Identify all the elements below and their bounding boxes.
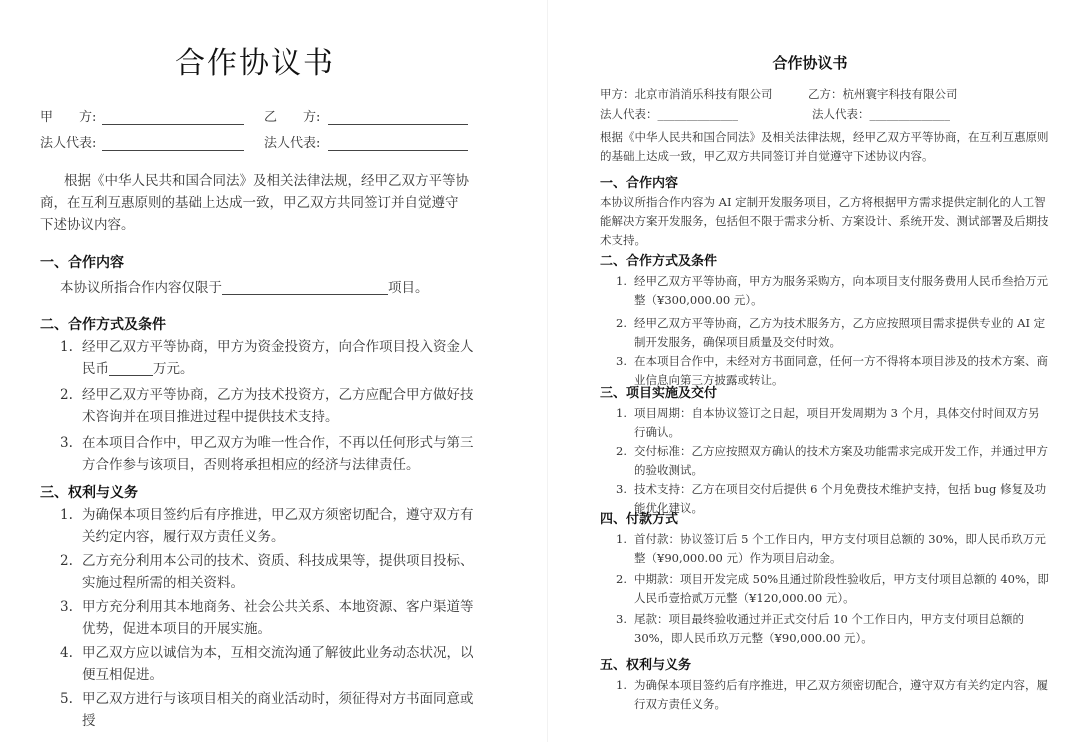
right-document-page <box>560 0 1080 742</box>
item-number: 1. <box>60 339 73 355</box>
section-1-prefix: 本协议所指合作内容仅限于 <box>60 280 222 296</box>
rep-b-row <box>264 132 468 151</box>
item-text: 乙方充分利用本公司的技术、资质、科技成果等，提供项目投标、实施过程所需的相关资料。 <box>82 553 474 591</box>
list-item <box>60 336 480 380</box>
item-number: 2. <box>616 444 627 458</box>
list-item <box>616 610 1050 648</box>
rep-b: 法人代表：______________ <box>812 107 950 121</box>
item-number: 1. <box>616 274 627 288</box>
item-number: 4. <box>60 645 73 661</box>
section-3-list <box>60 504 480 732</box>
list-item <box>60 432 480 476</box>
party-a-row <box>40 106 244 125</box>
document-title: 合作协议书 <box>175 46 335 81</box>
item-number: 3. <box>616 612 627 626</box>
section-4-heading: 四、付款方式 <box>600 512 679 527</box>
item-text: 交付标准：乙方应按照双方确认的技术方案及功能需求完成开发工作，并通过甲方的验收测试。 <box>634 444 1048 477</box>
item-text: 项目周期：自本协议签订之日起，项目开发周期为 3 个月，具体交付时间双方另行确认。 <box>634 406 1040 439</box>
item-number: 3. <box>616 482 627 496</box>
list-item <box>60 688 480 732</box>
rep-a-blank[interactable] <box>102 136 244 151</box>
item-text: 尾款：项目最终验收通过并正式交付后 10 个工作日内，甲方支付项目总额的 30%，即人民币玖万元整（¥90,000.00 元）。 <box>634 612 1024 645</box>
section-3-heading: 三、项目实施及交付 <box>600 386 718 401</box>
item-number: 1. <box>616 678 627 692</box>
list-item <box>616 442 1050 480</box>
section-1-text: 本协议所指合作内容为 AI 定制开发服务项目，乙方将根据甲方需求提供定制化的人工智能解决方案开发服务，包括但不限于需求分析、方案设计、系统开发、测试部署及后期技术支持。 <box>600 195 1049 247</box>
rep-a: 法人代表：______________ <box>600 107 738 121</box>
section-2-heading: 二、合作方式及条件 <box>40 317 166 333</box>
item-text: 中期款：项目开发完成 50%且通过阶段性验收后，甲方支付项目总额的 40%，即人民币壹拾贰万元整（¥120,000.00 元）。 <box>634 572 1049 605</box>
item-number: 3. <box>60 435 73 451</box>
party-a-blank[interactable] <box>102 110 244 125</box>
item-text: 在本项目合作中，未经对方书面同意，任何一方不得将本项目涉及的技术方案、商业信息向第三方披露或转让。 <box>634 354 1048 387</box>
list-item <box>616 314 1050 352</box>
list-item <box>616 570 1050 608</box>
item-number: 1. <box>616 532 627 546</box>
party-b-blank[interactable] <box>328 110 468 125</box>
item-number: 2. <box>616 316 627 330</box>
section-2-heading: 二、合作方式及条件 <box>600 254 718 269</box>
item-number: 1. <box>60 507 73 523</box>
section-4-list <box>616 530 1050 648</box>
item-text-suffix: 万元。 <box>153 361 194 377</box>
rep-a-row <box>40 132 244 151</box>
item-text: 为确保本项目签约后有序推进，甲乙双方须密切配合，遵守双方有关约定内容，履行双方责任义务。 <box>634 678 1048 711</box>
intro-paragraph: 根据《中华人民共和国合同法》及相关法律法规，经甲乙双方平等协商，在互利互惠原则的基础上达成一致，甲乙双方共同签订并自觉遵守下述协议内容。 <box>600 130 1049 163</box>
list-item <box>60 596 480 640</box>
item-text: 甲方充分利用其本地商务、社会公共关系、本地资源、客户渠道等优势，促进本项目的开展实施。 <box>82 599 474 637</box>
item-number: 5. <box>60 691 73 707</box>
item-text: 经甲乙双方平等协商，甲方为资金投资方，向合作项目投入资金人民币 <box>82 339 474 377</box>
list-item <box>616 272 1050 310</box>
list-item <box>60 504 480 548</box>
section-1-heading: 一、合作内容 <box>40 255 124 271</box>
item-text: 首付款：协议签订后 5 个工作日内，甲方支付项目总额的 30%，即人民币玖万元整（¥90,000.00 元）作为项目启动金。 <box>634 532 1046 565</box>
list-item <box>616 480 1050 518</box>
item-text: 技术支持：乙方在项目交付后提供 6 个月免费技术维护支持，包括 bug 修复及功能优化建议。 <box>634 482 1047 515</box>
section-1-suffix: 项目。 <box>388 280 429 296</box>
party-b: 乙方：杭州寰宇科技有限公司 <box>808 87 958 101</box>
list-item <box>616 404 1050 442</box>
page-divider <box>547 0 548 742</box>
party-b-label: 乙 方: <box>264 110 321 125</box>
document-title: 合作协议书 <box>772 54 848 72</box>
section-1-text <box>60 276 429 296</box>
section-5-list <box>616 676 1050 714</box>
section-3-heading: 三、权利与义务 <box>40 485 138 501</box>
section-1-heading: 一、合作内容 <box>600 176 679 191</box>
item-text: 经甲乙双方平等协商，乙方为技术服务方，乙方应按照项目需求提供专业的 AI 定制开发服务，确保项目质量及交付时效。 <box>634 316 1046 349</box>
intro-paragraph: 根据《中华人民共和国合同法》及相关法律法规，经甲乙双方平等协商，在互利互惠原则的基础上达成一致，甲乙双方共同签订并自觉遵守下述协议内容。 <box>40 173 469 233</box>
item-text: 在本项目合作中，甲乙双方为唯一性合作，不再以任何形式与第三方合作参与该项目，否则将承担相应的经济与法律责任。 <box>82 435 474 473</box>
item-number: 2. <box>616 572 627 586</box>
item-text: 经甲乙双方平等协商，甲方为服务采购方，向本项目支付服务费用人民币叁拾万元整（¥300,000.00 元）。 <box>634 274 1048 307</box>
section-3-list <box>616 404 1050 518</box>
item-text: 甲乙双方应以诚信为本，互相交流沟通了解彼此业务动态状况，以便互相促进。 <box>82 645 474 683</box>
rep-a-label: 法人代表: <box>40 136 97 151</box>
item-text: 经甲乙双方平等协商，乙方为技术投资方，乙方应配合甲方做好技术咨询并在项目推进过程中提供技术支持。 <box>82 387 474 425</box>
item-number: 3. <box>60 599 73 615</box>
item-number: 3. <box>616 354 627 368</box>
party-a-label: 甲 方: <box>40 110 97 125</box>
list-item <box>60 550 480 594</box>
party-a: 甲方：北京市消消乐科技有限公司 <box>600 87 773 101</box>
item-number: 1. <box>616 406 627 420</box>
list-item <box>616 530 1050 568</box>
list-item <box>60 642 480 686</box>
list-item <box>60 384 480 428</box>
amount-blank[interactable] <box>109 361 153 376</box>
section-2-list <box>616 272 1050 390</box>
item-number: 2. <box>60 387 73 403</box>
party-b-row <box>264 106 468 125</box>
rep-b-label: 法人代表: <box>264 136 321 151</box>
section-5-heading: 五、权利与义务 <box>600 658 692 673</box>
list-item <box>616 676 1050 714</box>
project-name-blank[interactable] <box>222 280 388 295</box>
item-text: 为确保本项目签约后有序推进，甲乙双方须密切配合，遵守双方有关约定内容，履行双方责任义务。 <box>82 507 474 545</box>
item-number: 2. <box>60 553 73 569</box>
item-text: 甲乙双方进行与该项目相关的商业活动时，须征得对方书面同意或授 <box>82 691 474 729</box>
section-2-list <box>60 336 480 476</box>
rep-b-blank[interactable] <box>328 136 468 151</box>
